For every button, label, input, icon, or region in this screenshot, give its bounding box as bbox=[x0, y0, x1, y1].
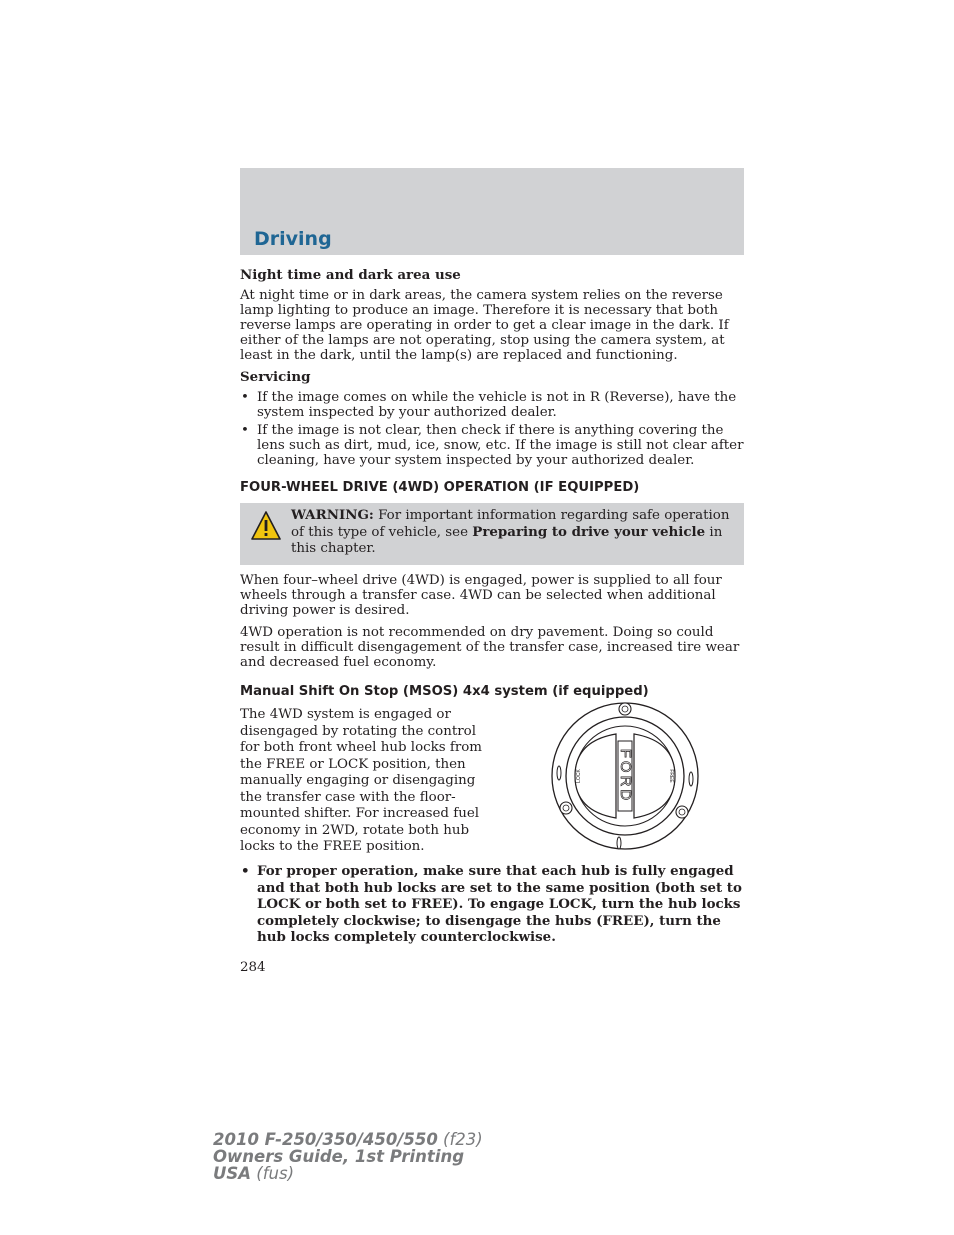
footer-region: USA bbox=[213, 1164, 252, 1183]
msos-paragraph: The 4WD system is engaged or disengaged by rotating the control for both front wheel hub locks from the FREE or LOCK position, then manually engaging or disengaging the transfer case with the floor-mounted shifter. For increased fuel economy in 2WD, rotate both hub locks to the FREE position. bbox=[240, 707, 483, 854]
hub-lock-illustration bbox=[550, 701, 700, 851]
footer-guide: Owners Guide, 1st Printing bbox=[213, 1147, 465, 1166]
list-item: • If the image is not clear, then check if there is anything covering the lens such as dirt, mud, ice, snow, etc. If the image is still not clear after cleaning, have your system inspected by your authorized dealer. bbox=[240, 423, 744, 468]
warning-box bbox=[240, 503, 744, 565]
servicing-heading: Servicing bbox=[240, 369, 311, 385]
page-content bbox=[240, 268, 744, 958]
footer-model: 2010 F-250/350/450/550 bbox=[213, 1130, 438, 1149]
page-number: 284 bbox=[240, 960, 266, 975]
warning-text-end: in this chapter. bbox=[291, 525, 723, 556]
warning-reference: Preparing to drive your vehicle bbox=[472, 524, 706, 540]
fourwd-heading: FOUR-WHEEL DRIVE (4WD) OPERATION (IF EQUIPPED) bbox=[240, 480, 640, 495]
warning-triangle-icon bbox=[250, 509, 282, 543]
night-heading: Night time and dark area use bbox=[240, 267, 461, 283]
footer-region-code: (fus) bbox=[251, 1164, 295, 1183]
msos-heading: Manual Shift On Stop (MSOS) 4x4 system (if equipped) bbox=[240, 684, 649, 699]
msos-bullet-list bbox=[240, 863, 744, 946]
list-item: • If the image comes on while the vehicle is not in R (Reverse), have the system inspected by your authorized dealer. bbox=[240, 390, 744, 420]
document-footer bbox=[213, 1131, 483, 1182]
list-item: • For proper operation, make sure that each hub is fully engaged and that both hub locks are set to the same position (both set to LOCK or both set to FREE). To engage LOCK, turn the hub locks completely clockwise; to disengage the hubs (FREE), turn the hub locks completely counterclockwise. bbox=[240, 863, 744, 946]
fourwd-paragraph: 4WD operation is not recommended on dry pavement. Doing so could result in difficult disengagement of the transfer case, increased tire wear and decreased fuel economy. bbox=[240, 625, 740, 670]
msos-section bbox=[240, 707, 744, 857]
footer-model-code: (f23) bbox=[437, 1130, 483, 1149]
hub-free-label: FREE bbox=[668, 769, 674, 783]
hub-lock-label: LOCK bbox=[576, 769, 582, 783]
warning-text: For important information regarding safe operation of this type of vehicle, see bbox=[291, 508, 730, 540]
warning-label: WARNING: bbox=[291, 507, 374, 523]
section-title: Driving bbox=[254, 228, 332, 250]
night-paragraph: At night time or in dark areas, the camera system relies on the reverse lamp lighting to produce an image. Therefore it is necessary that both reverse lamps are operating in order to get a clear image in the dark. If either of the lamps are not operating, stop using the camera system, at least in the dark, until the lamp(s) are replaced and functioning. bbox=[240, 288, 729, 363]
fourwd-paragraph: When four–wheel drive (4WD) is engaged, power is supplied to all four wheels through a transfer case. 4WD can be selected when additional driving power is desired. bbox=[240, 573, 722, 618]
hub-brand-label: FORD bbox=[617, 748, 635, 804]
servicing-list bbox=[240, 390, 744, 468]
